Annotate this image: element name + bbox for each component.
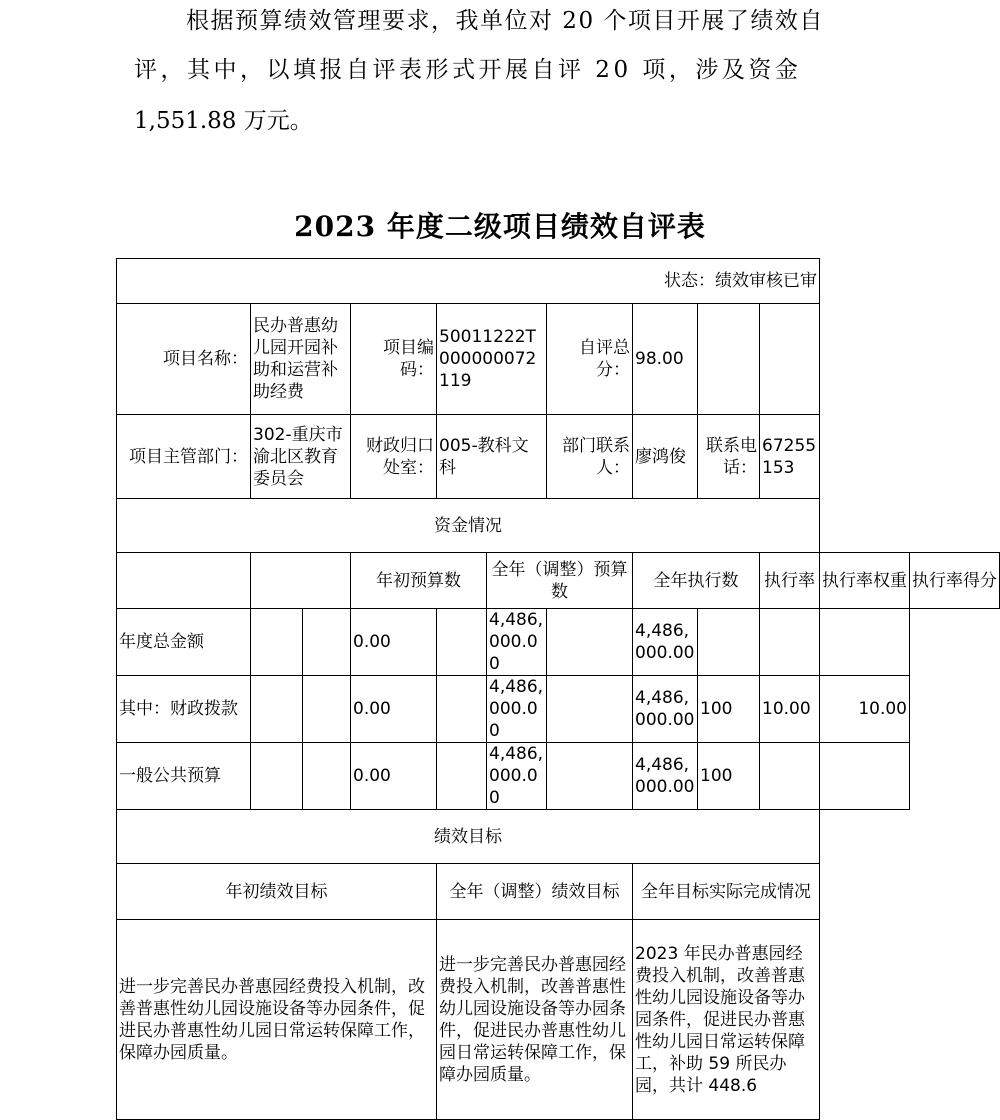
header-adjusted-goal: 全年（调整）绩效目标	[437, 864, 633, 920]
project-code-label: 项目编码：	[351, 304, 437, 415]
score-label: 自评总分：	[547, 304, 633, 415]
empty-cell	[303, 743, 351, 810]
header-executed: 全年执行数	[633, 553, 760, 609]
header-initial-budget: 年初预算数	[351, 553, 487, 609]
executed-value: 4,486,000.00	[633, 676, 698, 743]
initial-value: 0.00	[351, 609, 437, 676]
dept-label: 项目主管部门：	[117, 415, 251, 499]
goals-section-title: 绩效目标	[117, 810, 820, 864]
weight-value: 10.00	[760, 676, 820, 743]
adjusted-value: 4,486,000.00	[487, 743, 547, 810]
contact-value: 廖鸿俊	[633, 415, 698, 499]
phone-label: 联系电话：	[698, 415, 760, 499]
funds-row	[117, 609, 1000, 676]
empty-cell	[251, 609, 303, 676]
empty-cell	[760, 304, 820, 415]
funds-section-title: 资金情况	[117, 499, 820, 553]
header-exec-rate: 执行率	[760, 553, 820, 609]
project-name: 民办普惠幼儿园开园补助和运营补助经费	[251, 304, 351, 415]
adjusted-goal-text: 进一步完善民办普惠园经费投入机制，改善普惠性幼儿园设施设备等办园条件，促进民办普惠性幼儿园日常运转保障工作，保障办园质量。	[437, 920, 633, 1120]
initial-value: 0.00	[351, 676, 437, 743]
intro-line-2: 评，其中，以填报自评表形式开展自评 20 项，涉及资金	[134, 57, 802, 83]
empty-cell	[547, 676, 633, 743]
header-adjusted-budget: 全年（调整）预算数	[487, 553, 633, 609]
performance-table	[116, 258, 1000, 1120]
empty-cell	[437, 609, 487, 676]
project-code: 50011222T000000072119	[437, 304, 547, 415]
score-cell: 10.00	[820, 676, 910, 743]
empty-cell	[547, 743, 633, 810]
executed-value: 4,486,000.00	[633, 609, 698, 676]
executed-value: 4,486,000.00	[633, 743, 698, 810]
dept-value: 302-重庆市渝北区教育委员会	[251, 415, 351, 499]
header-actual-completion: 全年目标实际完成情况	[633, 864, 820, 920]
empty-cell	[251, 676, 303, 743]
empty-cell	[698, 304, 760, 415]
intro-line-1: 根据预算绩效管理要求，我单位对 20 个项目开展了绩效自	[186, 8, 824, 34]
contact-label: 部门联系人：	[547, 415, 633, 499]
office-label: 财政归口处室：	[351, 415, 437, 499]
row-label: 年度总金额	[117, 609, 251, 676]
header-exec-weight: 执行率权重	[820, 553, 910, 609]
score-cell	[820, 743, 910, 810]
empty-cell	[547, 609, 633, 676]
empty-cell	[437, 743, 487, 810]
weight-value	[760, 743, 820, 810]
intro-line-3: 1,551.88 万元。	[134, 108, 313, 134]
row-label: 其中：财政拨款	[117, 676, 251, 743]
score-value: 98.00	[633, 304, 698, 415]
funds-row	[117, 743, 1000, 810]
rate-value: 100	[698, 676, 760, 743]
rate-value: 100	[698, 743, 760, 810]
funds-row	[117, 676, 1000, 743]
empty-cell	[251, 553, 351, 609]
adjusted-value: 4,486,000.00	[487, 609, 547, 676]
empty-cell	[303, 609, 351, 676]
phone-value: 67255153	[760, 415, 820, 499]
empty-cell	[437, 676, 487, 743]
status-cell: 状态：绩效审核已审	[117, 259, 820, 304]
score-cell	[820, 609, 910, 676]
adjusted-value: 4,486,000.00	[487, 676, 547, 743]
header-initial-goal: 年初绩效目标	[117, 864, 437, 920]
rate-value	[698, 609, 760, 676]
project-name-label: 项目名称：	[117, 304, 251, 415]
initial-value: 0.00	[351, 743, 437, 810]
actual-completion-text: 2023 年民办普惠园经费投入机制，改善普惠性幼儿园设施设备等办园条件，促进民办普惠性幼儿园日常运转保障工，补助 59 所民办园，共计 448.6	[633, 920, 820, 1120]
row-label: 一般公共预算	[117, 743, 251, 810]
office-value: 005-教科文科	[437, 415, 547, 499]
empty-cell	[117, 553, 251, 609]
weight-value	[760, 609, 820, 676]
header-exec-score: 执行率得分	[910, 553, 1000, 609]
page-title: 2023 年度二级项目绩效自评表	[294, 210, 706, 243]
initial-goal-text: 进一步完善民办普惠园经费投入机制，改善普惠性幼儿园设施设备等办园条件，促进民办普惠性幼儿园日常运转保障工作，保障办园质量。	[117, 920, 437, 1120]
empty-cell	[303, 676, 351, 743]
empty-cell	[251, 743, 303, 810]
